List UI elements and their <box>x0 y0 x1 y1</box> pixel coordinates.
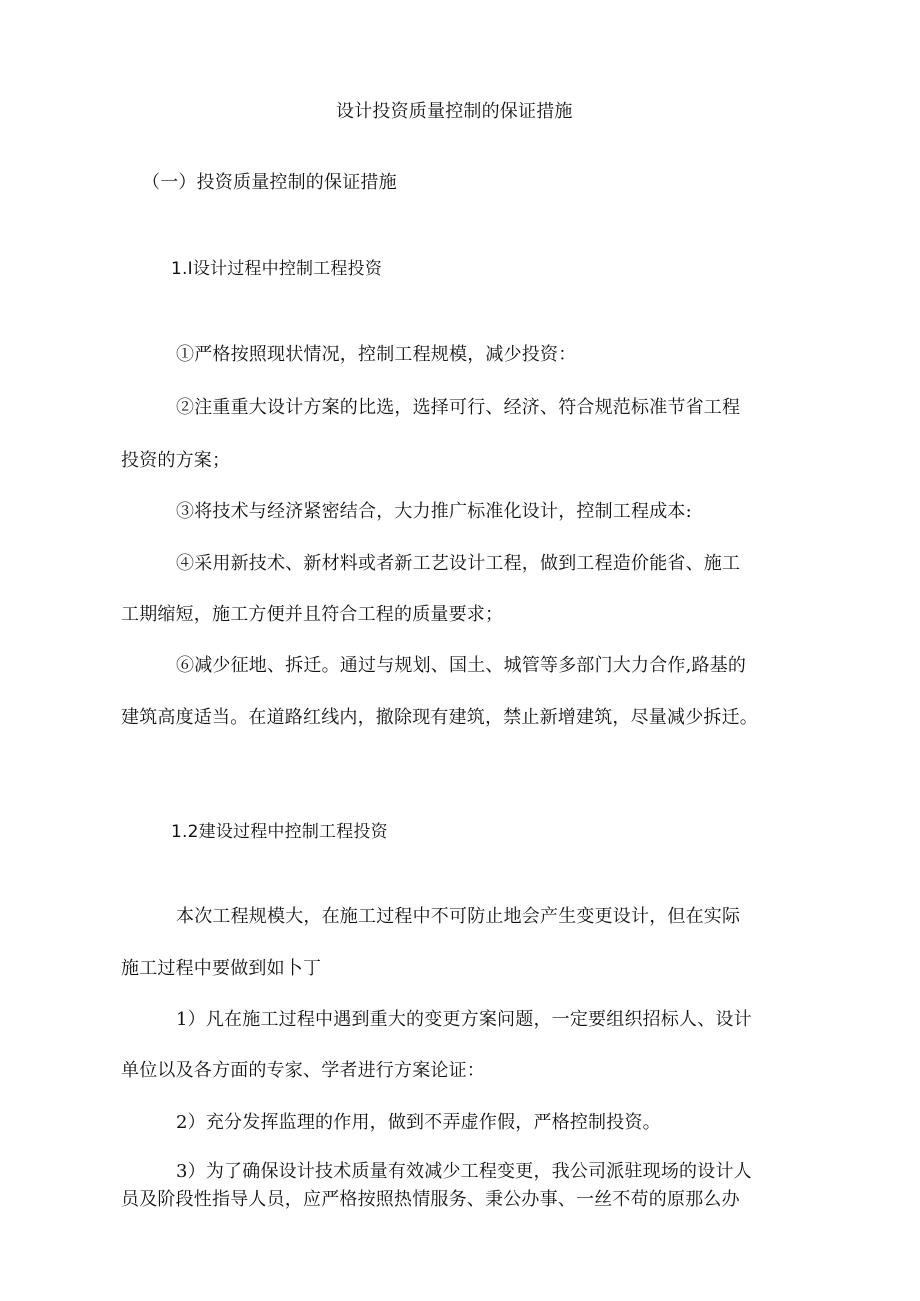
document-title: 设计投资质量控制的保证措施 <box>336 101 573 122</box>
item-6-line-2: 建筑高度适当。在道路红线内，撤除现有建筑，禁止新增建筑，尽量减少拆迁。 <box>121 707 758 728</box>
section-heading: （一）投资质量控制的保证措施 <box>142 172 397 193</box>
numbered-item-3-line-2: 员及阶段性指导人员，应严格按照热情服务、秉公办事、一丝不苟的原那么办 <box>121 1189 740 1210</box>
item-3: ③将技术与经济紧密结合，大力推广标准化设计，控制工程成本: <box>176 501 692 522</box>
item-2-line-2: 投资的方案； <box>121 450 231 471</box>
subsection-heading-2: 1.2建设过程中控制工程投资 <box>171 822 388 842</box>
numbered-item-1-line-2: 单位以及各方面的专家、学者进行方案论证： <box>121 1060 485 1081</box>
paragraph-line-1: 本次工程规模大，在施工过程中不可防止地会产生变更设计，但在实际 <box>176 906 741 927</box>
item-6-line-1: ⑥减少征地、拆迁。通过与规划、国土、城管等多部门大力合作,路基的 <box>176 655 747 676</box>
item-4-line-1: ④采用新技术、新材料或者新工艺设计工程，做到工程造价能省、施工 <box>176 553 741 574</box>
numbered-item-1-line-1: 1）凡在施工过程中遇到重大的变更方案问题，一定要组织招标人、设计 <box>176 1009 752 1030</box>
subsection-heading-1: 1.I设计过程中控制工程投资 <box>171 259 383 279</box>
numbered-item-3-line-1: 3）为了确保设计技术质量有效减少工程变更，我公司派驻现场的设计人 <box>176 1161 752 1182</box>
item-4-line-2: 工期缩短，施工方便并且符合工程的质量要求； <box>121 604 504 625</box>
item-1: ①严格按照现状情况，控制工程规模，减少投资： <box>176 344 577 365</box>
item-2-line-1: ②注重重大设计方案的比选，选择可行、经济、符合规范标准节省工程 <box>176 397 741 418</box>
paragraph-line-2: 施工过程中要做到如卜丁 <box>121 958 322 979</box>
numbered-item-2: 2）充分发挥监理的作用，做到不弄虚作假，严格控制投资。 <box>176 1112 661 1133</box>
